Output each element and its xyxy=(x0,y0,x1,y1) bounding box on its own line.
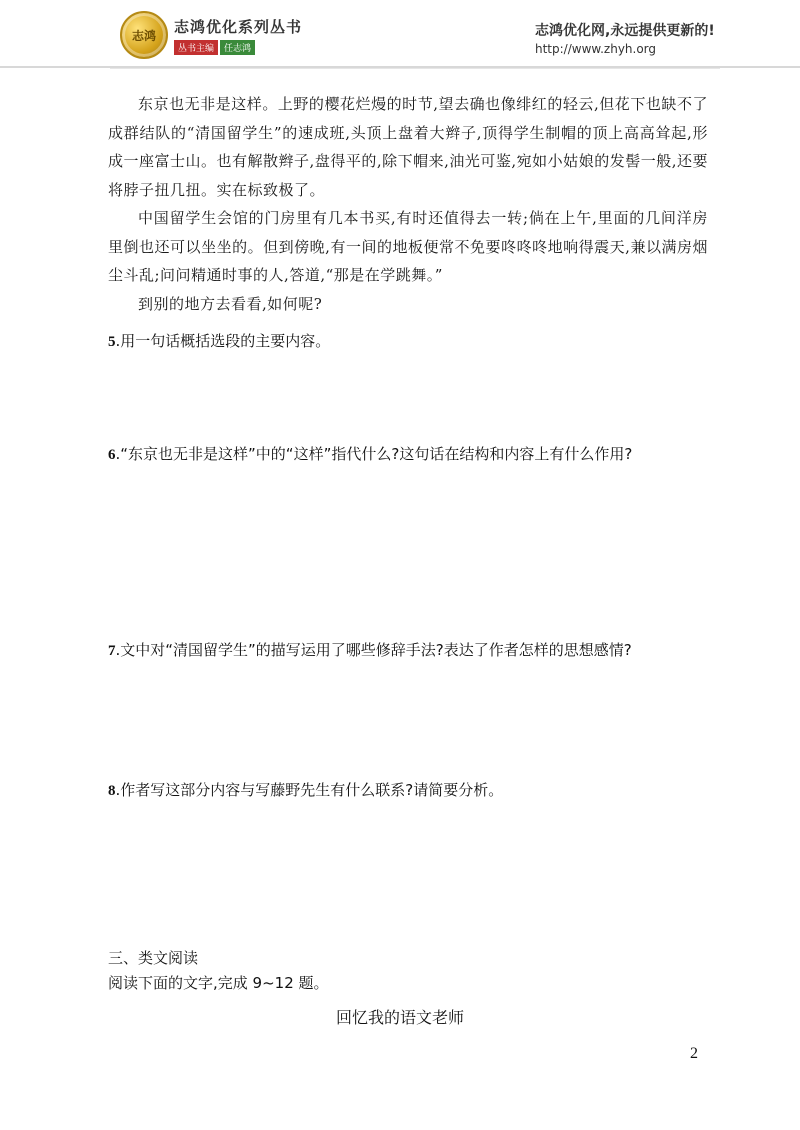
brand-title: 志鸿优化系列丛书 xyxy=(174,17,303,36)
question-7 xyxy=(108,639,632,660)
header-slogan-block xyxy=(535,20,715,56)
question-number: 5 xyxy=(108,334,116,350)
question-6 xyxy=(108,443,632,464)
brand-logo xyxy=(120,12,302,58)
question-text: .“东京也无非是这样”中的“这样”指代什么?这句话在结构和内容上有什么作用? xyxy=(115,445,633,463)
question-text: .文中对“清国留学生”的描写运用了哪些修辞手法?表达了作者怎样的思想感情? xyxy=(115,641,632,659)
question-text: .作者写这部分内容与写藤野先生有什么联系?请简要分析。 xyxy=(115,781,504,799)
editor-tag: 丛书主编 xyxy=(174,40,218,55)
passage xyxy=(108,90,708,318)
page-number: 2 xyxy=(690,1045,698,1062)
passage-paragraph-1: 东京也无非是这样。上野的樱花烂熳的时节,望去确也像绯红的轻云,但花下也缺不了成群结队的“清国留学生”的速成班,头顶上盘着大辫子,顶得学生制帽的顶上高高耸起,形成一座富士山。也有解散辫子,盘得平的,除下帽来,油光可鉴,宛如小姑娘的发髻一般,还要将脖子扭几扭。实在标致极了。 xyxy=(108,95,708,199)
logo-badge-text: 志鸿 xyxy=(131,28,156,43)
brand-tags xyxy=(174,40,302,55)
editor-name-tag: 任志鸿 xyxy=(220,40,255,55)
passage-paragraph-2: 中国留学生会馆的门房里有几本书买,有时还值得去一转;倘在上午,里面的几间洋房里倒也还可以坐坐的。但到傍晚,有一间的地板便常不免要咚咚咚地响得震天,兼以满房烟尘斗乱;问问精通时事的人,答道,“那是在学跳舞。” xyxy=(108,209,708,284)
page-header xyxy=(0,0,800,68)
question-5 xyxy=(108,330,330,351)
coin-logo-icon xyxy=(120,11,168,59)
section-instruction: 阅读下面的文字,完成 9~12 题。 xyxy=(108,974,329,992)
passage-paragraph-3: 到别的地方去看看,如何呢? xyxy=(138,294,323,313)
question-text: .用一句话概括选段的主要内容。 xyxy=(115,332,331,350)
header-slogan: 志鸿优化网,永远提供更新的! xyxy=(535,23,715,39)
question-number: 6 xyxy=(108,447,116,463)
logo-text xyxy=(174,16,302,55)
question-number: 8 xyxy=(108,783,116,799)
question-number: 7 xyxy=(108,643,116,659)
question-8 xyxy=(108,779,503,800)
section-heading: 三、类文阅读 xyxy=(108,949,199,967)
header-url: http://www.zhyh.org xyxy=(535,42,657,56)
article-title: 回忆我的语文老师 xyxy=(335,1008,464,1027)
